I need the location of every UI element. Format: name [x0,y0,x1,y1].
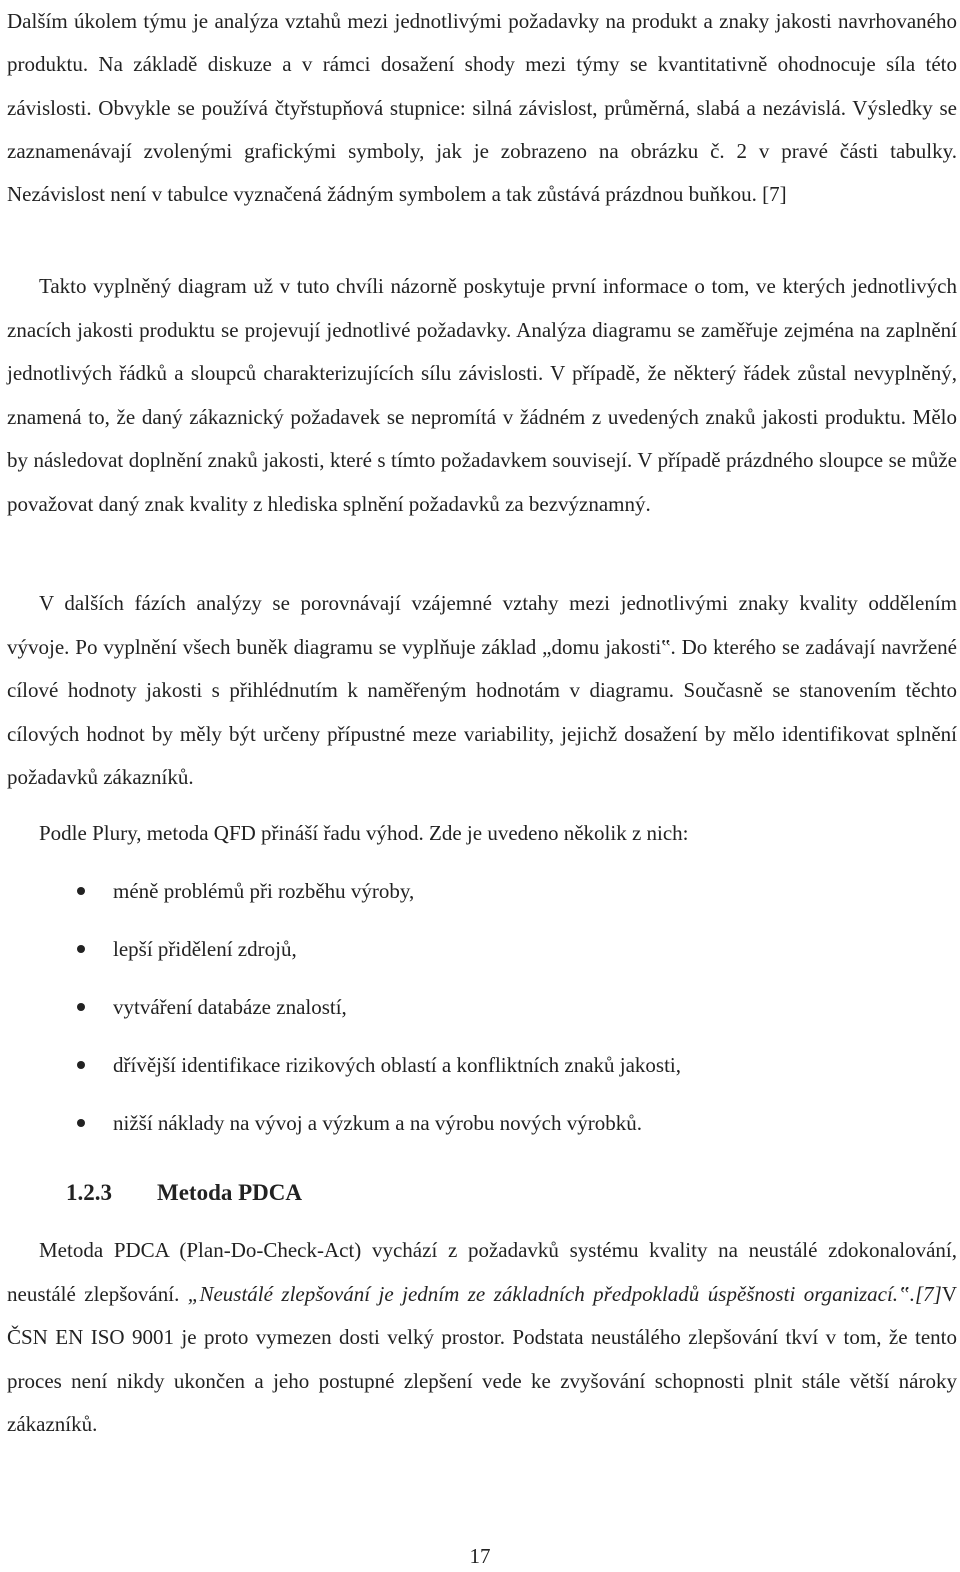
list-item-text: vytváření databáze znalostí, [113,995,347,1019]
list-item [0,1036,900,1094]
list-item [0,1094,900,1152]
bullet-icon [77,1061,85,1069]
pdca-quote: „Neustálé zlepšování je jedním ze základních předpokladů úspěšnosti organizací.‟.[7] [187,1281,942,1306]
list-item [0,978,900,1036]
bullet-icon [77,1119,85,1127]
bullet-icon [77,887,85,895]
list-item-text: lepší přidělení zdrojů, [113,937,297,961]
paragraph-pdca [7,1229,957,1447]
paragraph-diagram-analysis: Takto vyplněný diagram už v tuto chvíli názorně poskytuje první informace o tom, ve kterých jednotlivých znacích jakosti produktu se projevují jednotlivé požadavky. Analýza diagramu se zaměřuje zejména na zaplnění jednotlivých řádků a sloupců charakterizujících sílu závislosti. V případě, že některý řádek zůstal nevyplněný, znamená to, že daný zákaznický požadavek se nepromítá v žádném z uvedených znaků jakosti produktu. Mělo by následovat doplnění znaků jakosti, které s tímto požadavkem souvisejí. V případě prázdného sloupce se může považovat daný znak kvality z hlediska splnění požadavků za bezvýznamný. [7,274,957,516]
list-item [0,862,900,920]
bullet-icon [77,1003,85,1011]
list-item-text: nižší náklady na vývoj a výzkum a na výrobu nových výrobků. [113,1111,642,1135]
list-item-text: méně problémů při rozběhu výroby, [113,879,415,903]
bullet-icon [77,945,85,953]
list-item-text: dřívější identifikace rizikových oblastí a konfliktních znaků jakosti, [113,1053,682,1077]
qfd-benefits-list [0,862,900,1152]
section-number: 1.2.3 [66,1180,112,1205]
list-item [0,920,900,978]
section-heading [66,1171,302,1215]
section-title: Metoda PDCA [157,1180,302,1205]
paragraph-qfd-benefits-intro: Podle Plury, metoda QFD přináší řadu výhod. Zde je uvedeno několik z nich: [39,821,689,845]
page-number: 17 [469,1544,491,1568]
paragraph-house-of-quality: V dalších fázích analýzy se porovnávají vzájemné vztahy mezi jednotlivými znaky kvality oddělením vývoje. Po vyplnění všech buněk diagramu se vyplňuje základ „domu jakosti‟. Do kterého se zadávají navržené cílové hodnoty jakosti s přihlédnutím k naměřeným hodnotám v diagramu. Současně se stanovením těchto cílových hodnot by měly být určeny přípustné meze variability, jejichž dosažení by mělo identifikovat splnění požadavků zákazníků. [7,591,957,789]
pdca-text-rest: V ČSN EN ISO 9001 je proto vymezen dosti velký prostor. Podstata neustálého zlepšování tkví v tom, že tento proces není nikdy ukončen a jeho postupné zlepšení vede ke zvyšování schopnosti plnit stále větší nároky zákazníků. [7,1281,957,1436]
pdca-text-intro: Metoda PDCA (Plan-Do-Check-Act) vychází z požadavků systému kvality na neustálé zdokonalování, neustálé zlepšování. [7,1238,957,1306]
paragraph-dependency-analysis: Dalším úkolem týmu je analýza vztahů mezi jednotlivými požadavky na produkt a znaky jakosti navrhovaného produktu. Na základě diskuze a v rámci dosažení shody mezi týmy se kvantitativně ohodnocuje síla této závislosti. Obvykle se používá čtyřstupňová stupnice: silná závislost, průměrná, slabá a nezávislá. Výsledky se zaznamenávají zvolenými grafickými symboly, jak je zobrazeno na obrázku č. 2 v pravé části tabulky. Nezávislost není v tabulce vyznačená žádným symbolem a tak zůstává prázdnou buňkou. [7] [7,9,957,207]
